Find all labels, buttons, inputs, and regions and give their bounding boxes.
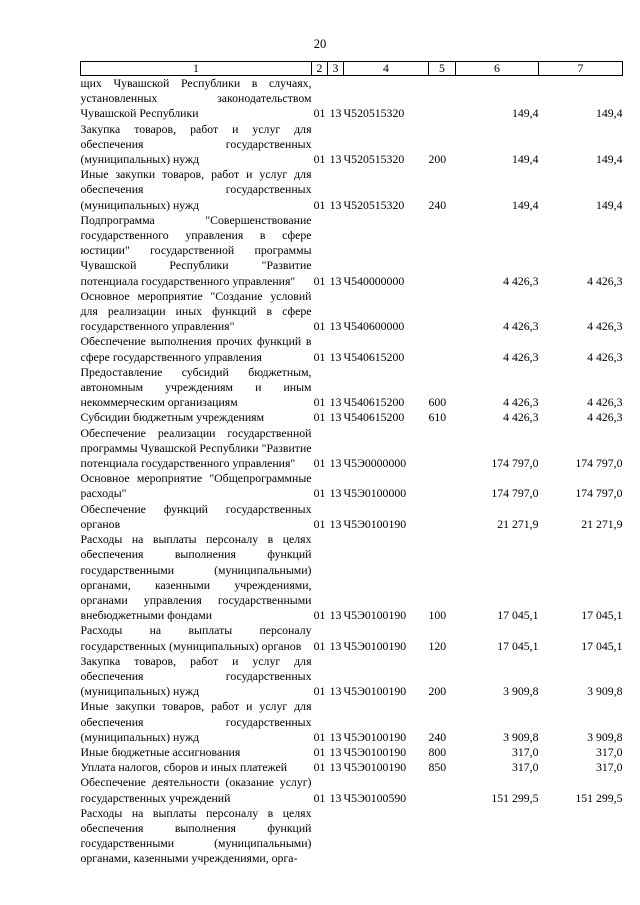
row-cell-c6: 4 426,3 — [503, 273, 539, 288]
row-cell-c2: 01 — [313, 456, 326, 471]
row-cell-c4: Ч5Э0100190 — [343, 638, 407, 653]
row-cell-c2: 01 — [313, 608, 326, 623]
table-row — [81, 426, 623, 472]
row-cell-c2: 01 — [313, 410, 326, 425]
row-cell-c6: 317,0 — [511, 760, 539, 775]
row-cell-c2: 01 — [313, 790, 326, 805]
row-cell-c2: 01 — [313, 319, 326, 334]
table-row — [81, 775, 623, 805]
column-header: 5 — [429, 62, 456, 76]
row-cell-c2: 01 — [313, 516, 326, 531]
row-cell-c5 — [429, 502, 456, 532]
row-cell-c4: Ч540615200 — [343, 410, 405, 425]
table-row — [81, 122, 623, 168]
row-cell-c5 — [429, 471, 456, 501]
row-cell-c5: 610 — [428, 410, 447, 425]
row-description: Обеспечение выполнения прочих функций в сфере государственного управления — [80, 334, 312, 364]
row-cell-c2: 01 — [313, 684, 326, 699]
row-cell-c4: Ч5Э0000000 — [343, 456, 407, 471]
table-row — [81, 502, 623, 532]
row-cell-c4: Ч520515320 — [343, 152, 405, 167]
row-cell-c4: Ч540600000 — [343, 319, 405, 334]
row-cell-c6: 4 426,3 — [503, 395, 539, 410]
row-cell-c3: 13 — [329, 486, 342, 501]
row-description: Расходы на выплаты персоналу в целях обеспечения выполнения функций государственными (муниципальными) органами, казенными учреждениями, органами управления государственными внебюджетными фондами — [80, 532, 312, 623]
row-description: Субсидии бюджетным учреждениям — [80, 410, 265, 425]
row-cell-c4 — [344, 806, 429, 867]
row-cell-c3: 13 — [329, 790, 342, 805]
row-cell-c7: 151 299,5 — [575, 790, 623, 805]
row-description: Обеспечение деятельности (оказание услуг) государственных учреждений — [80, 775, 312, 805]
column-header: 2 — [312, 62, 328, 76]
row-description: Обеспечение функций государственных органов — [80, 501, 312, 531]
row-description: Расходы на выплаты персоналу в целях обеспечения выполнения функций государственными (муниципальными) органами, казенными учреждениями, орга- — [80, 805, 312, 866]
row-cell-c6: 149,4 — [511, 152, 539, 167]
row-cell-c5: 240 — [428, 197, 447, 212]
table-row — [81, 654, 623, 700]
table-body — [81, 76, 623, 867]
row-cell-c7: 149,4 — [595, 106, 623, 121]
table-row — [81, 471, 623, 501]
row-cell-c7: 17 045,1 — [581, 638, 623, 653]
table-row — [81, 745, 623, 760]
row-cell-c5 — [429, 289, 456, 335]
row-cell-c7 — [539, 806, 623, 867]
row-cell-c7: 174 797,0 — [575, 486, 623, 501]
row-cell-c7: 4 426,3 — [587, 273, 623, 288]
row-cell-c3: 13 — [329, 106, 342, 121]
row-cell-c5: 200 — [428, 684, 447, 699]
row-description: Основное мероприятие "Создание условий для реализации иных функций в сфере государственного управления" — [80, 288, 312, 334]
row-cell-c7: 149,4 — [595, 152, 623, 167]
column-header: 3 — [328, 62, 344, 76]
row-cell-c3 — [328, 806, 344, 867]
row-cell-c3: 13 — [329, 608, 342, 623]
row-cell-c6: 21 271,9 — [497, 516, 539, 531]
row-cell-c6: 151 299,5 — [491, 790, 539, 805]
table-row — [81, 532, 623, 623]
row-description: Основное мероприятие "Общепрограммные расходы" — [80, 471, 312, 501]
row-cell-c4: Ч520515320 — [343, 106, 405, 121]
table-header — [81, 62, 623, 76]
table-row — [81, 699, 623, 745]
row-cell-c4: Ч540615200 — [343, 395, 405, 410]
row-cell-c3: 13 — [329, 197, 342, 212]
row-cell-c3: 13 — [329, 760, 342, 775]
row-cell-c7: 4 426,3 — [587, 395, 623, 410]
row-cell-c6: 4 426,3 — [503, 319, 539, 334]
row-cell-c2: 01 — [313, 760, 326, 775]
row-cell-c2: 01 — [313, 197, 326, 212]
budget-table — [80, 61, 623, 867]
row-cell-c6: 17 045,1 — [497, 608, 539, 623]
row-description: Предоставление субсидий бюджетным, автономным учреждениям и иным некоммерческим организациям — [80, 364, 312, 410]
row-cell-c7: 3 909,8 — [587, 684, 623, 699]
table-row — [81, 806, 623, 867]
row-description: Иные закупки товаров, работ и услуг для обеспечения государственных (муниципальных) нужд — [80, 699, 312, 744]
row-cell-c6: 4 426,3 — [503, 410, 539, 425]
row-cell-c5 — [429, 213, 456, 289]
row-cell-c3: 13 — [329, 684, 342, 699]
row-description: щих Чувашской Республики в случаях, установленных законодательством Чувашской Республики — [80, 76, 312, 121]
table-row — [81, 334, 623, 364]
row-cell-c2: 01 — [313, 638, 326, 653]
row-cell-c4: Ч5Э0100190 — [343, 516, 407, 531]
row-cell-c6: 17 045,1 — [497, 638, 539, 653]
row-cell-c5: 240 — [428, 729, 447, 744]
row-cell-c5: 850 — [428, 760, 447, 775]
row-description: Подпрограмма "Совершенствование государственного управления в сфере юстиции" государственной программы Чувашской Республики "Развитие потенциала государственного управления" — [80, 212, 312, 288]
table-row — [81, 623, 623, 653]
row-cell-c3: 13 — [329, 456, 342, 471]
row-cell-c2 — [312, 806, 328, 867]
table-row — [81, 410, 623, 425]
row-cell-c4: Ч5Э0100590 — [343, 790, 407, 805]
row-cell-c3: 13 — [329, 152, 342, 167]
column-header: 7 — [539, 62, 623, 76]
row-cell-c4: Ч5Э0100190 — [343, 684, 407, 699]
row-cell-c2: 01 — [313, 744, 326, 759]
row-description: Обеспечение реализации государственной программы Чувашской Республики "Развитие потенциала государственного управления" — [80, 425, 312, 471]
row-cell-c6: 149,4 — [511, 197, 539, 212]
row-cell-c4: Ч520515320 — [343, 197, 405, 212]
row-cell-c6: 3 909,8 — [503, 684, 539, 699]
row-cell-c2: 01 — [313, 729, 326, 744]
column-header: 6 — [456, 62, 539, 76]
row-cell-c5: 120 — [428, 638, 447, 653]
table-row — [81, 167, 623, 213]
row-cell-c4: Ч5Э0100190 — [343, 729, 407, 744]
column-header: 1 — [81, 62, 312, 76]
row-cell-c3: 13 — [329, 319, 342, 334]
row-cell-c3: 13 — [329, 349, 342, 364]
row-cell-c3: 13 — [329, 638, 342, 653]
row-description: Уплата налогов, сборов и иных платежей — [80, 760, 288, 775]
row-cell-c7: 17 045,1 — [581, 608, 623, 623]
row-cell-c2: 01 — [313, 273, 326, 288]
row-cell-c4: Ч5Э0100190 — [343, 760, 407, 775]
row-cell-c2: 01 — [313, 152, 326, 167]
row-cell-c4: Ч5Э0100190 — [343, 608, 407, 623]
column-header: 4 — [344, 62, 429, 76]
row-cell-c3: 13 — [329, 516, 342, 531]
row-cell-c5 — [429, 76, 456, 122]
row-cell-c7: 4 426,3 — [587, 319, 623, 334]
row-cell-c5 — [429, 334, 456, 364]
row-description: Расходы на выплаты персоналу государственных (муниципальных) органов — [80, 623, 312, 653]
row-cell-c6: 149,4 — [511, 106, 539, 121]
row-description: Иные бюджетные ассигнования — [80, 744, 241, 759]
row-cell-c4: Ч5Э0100000 — [343, 486, 407, 501]
row-description: Иные закупки товаров, работ и услуг для обеспечения государственных (муниципальных) нужд — [80, 167, 312, 212]
table-row — [81, 760, 623, 775]
row-cell-c3: 13 — [329, 729, 342, 744]
row-description: Закупка товаров, работ и услуг для обеспечения государственных (муниципальных) нужд — [80, 121, 312, 167]
row-cell-c3: 13 — [329, 395, 342, 410]
page-number: 20 — [313, 37, 327, 51]
row-description: Закупка товаров, работ и услуг для обеспечения государственных (муниципальных) нужд — [80, 653, 312, 699]
row-cell-c5 — [429, 806, 456, 867]
row-cell-c5 — [429, 426, 456, 472]
row-cell-c7: 317,0 — [595, 760, 623, 775]
row-cell-c5 — [429, 775, 456, 805]
table-row — [81, 76, 623, 122]
table-row — [81, 213, 623, 289]
row-cell-c7: 4 426,3 — [587, 410, 623, 425]
row-cell-c2: 01 — [313, 106, 326, 121]
row-cell-c6 — [456, 806, 539, 867]
row-cell-c4: Ч540615200 — [343, 349, 405, 364]
row-cell-c7: 4 426,3 — [587, 349, 623, 364]
row-cell-c6: 174 797,0 — [491, 486, 539, 501]
row-cell-c5: 100 — [428, 608, 447, 623]
row-cell-c6: 174 797,0 — [491, 456, 539, 471]
row-cell-c7: 149,4 — [595, 197, 623, 212]
row-cell-c6: 317,0 — [511, 744, 539, 759]
table-row — [81, 289, 623, 335]
row-cell-c2: 01 — [313, 486, 326, 501]
row-cell-c3: 13 — [329, 410, 342, 425]
row-cell-c7: 174 797,0 — [575, 456, 623, 471]
row-cell-c5: 200 — [428, 152, 447, 167]
row-cell-c7: 317,0 — [595, 744, 623, 759]
row-cell-c6: 3 909,8 — [503, 729, 539, 744]
row-cell-c5: 800 — [428, 744, 447, 759]
row-cell-c2: 01 — [313, 349, 326, 364]
row-cell-c2: 01 — [313, 395, 326, 410]
row-cell-c4: Ч540000000 — [343, 273, 405, 288]
row-cell-c6: 4 426,3 — [503, 349, 539, 364]
row-cell-c4: Ч5Э0100190 — [343, 744, 407, 759]
row-cell-c3: 13 — [329, 744, 342, 759]
row-cell-c7: 21 271,9 — [581, 516, 623, 531]
table-row — [81, 365, 623, 411]
row-cell-c3: 13 — [329, 273, 342, 288]
row-cell-c5: 600 — [428, 395, 447, 410]
row-cell-c7: 3 909,8 — [587, 729, 623, 744]
